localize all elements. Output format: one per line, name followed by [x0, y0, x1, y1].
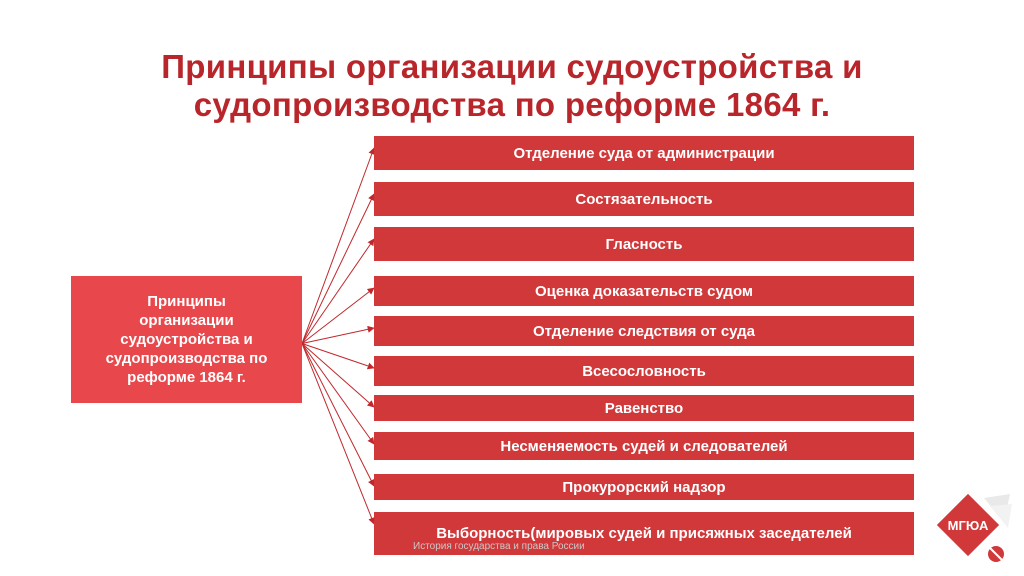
- principle-box-equality: [374, 395, 914, 421]
- footer-course-name: История государства и права России: [413, 541, 585, 552]
- connector-arrow-9: [302, 344, 374, 487]
- principle-box-evidence-assessment: [374, 276, 914, 306]
- principle-label: Гласность: [605, 235, 683, 253]
- connector-arrow-2: [302, 194, 374, 344]
- principle-box-separation-investigation: [374, 316, 914, 346]
- connector-arrow-4: [302, 288, 374, 344]
- principle-label: Состязательность: [575, 190, 713, 208]
- principle-label: Выборность(мировых судей и присяжных заседателей: [436, 525, 852, 542]
- principle-box-irremovability: [374, 432, 914, 460]
- connector-arrow-10: [302, 344, 374, 525]
- principle-label: Всесословность: [582, 362, 706, 380]
- connector-arrow-3: [302, 239, 374, 344]
- principle-label: Отделение суда от администрации: [513, 144, 775, 162]
- principle-label: Отделение следствия от суда: [532, 322, 755, 340]
- title-line-2: судопроизводства по реформе 1864 г.: [193, 86, 831, 123]
- principle-box-separation-court-admin: [374, 136, 914, 170]
- source-label: [106, 292, 268, 387]
- principle-label: Равенство: [604, 399, 684, 417]
- principle-box-publicity: [374, 227, 914, 261]
- principle-label: Оценка доказательств судом: [534, 282, 754, 300]
- connector-arrow-7: [302, 344, 374, 408]
- principle-box-adversarial: [374, 182, 914, 216]
- title-line-1: Принципы организации судоустройства и: [161, 48, 863, 85]
- mgyua-logo: [932, 492, 1012, 570]
- principle-box-all-estates: [374, 356, 914, 386]
- source-principles-box: [71, 276, 302, 403]
- logo-text: МГЮА: [947, 518, 989, 533]
- source-label-line-3: судоустройства и: [120, 331, 253, 348]
- source-label-line-4: судопроизводства по: [105, 350, 268, 367]
- source-label-line-2: организации: [139, 312, 234, 329]
- connector-arrow-1: [302, 148, 374, 344]
- source-label-line-5: реформе 1864 г.: [127, 369, 246, 386]
- source-label-line-1: Принципы: [147, 293, 226, 310]
- principle-label: Прокурорский надзор: [562, 478, 726, 496]
- connector-arrow-8: [302, 344, 374, 445]
- principle-box-prosecutor-supervision: [374, 474, 914, 500]
- principle-label: Несменяемость судей и следователей: [500, 437, 788, 455]
